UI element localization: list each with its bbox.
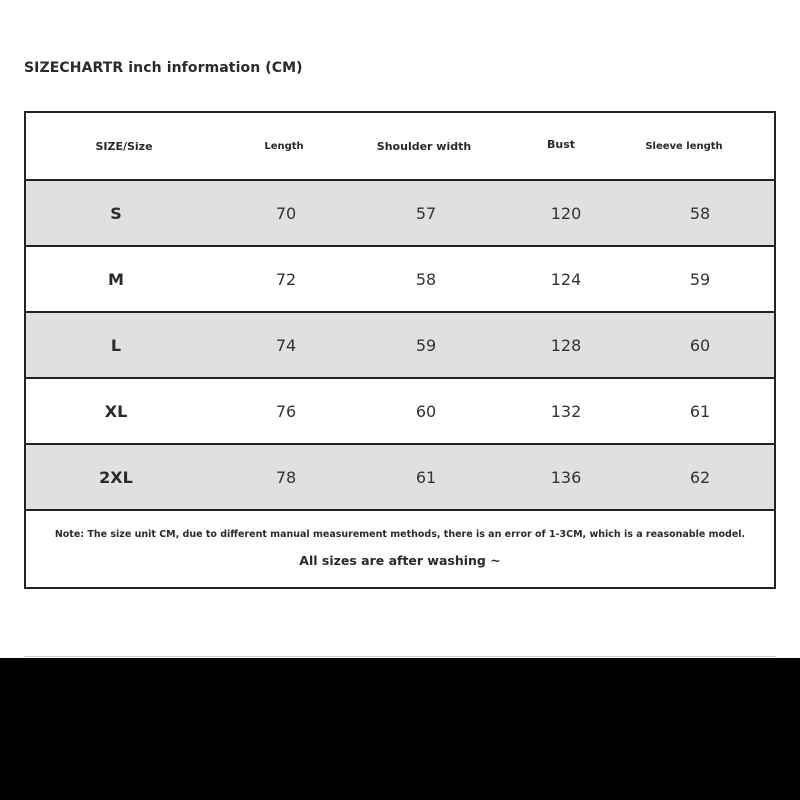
table-row-s: [26, 179, 774, 245]
table-row-m: [26, 245, 774, 311]
cell-length: 70: [275, 203, 297, 223]
cell-shoulder: 58: [415, 269, 437, 289]
table-row-l: [26, 311, 774, 377]
cell-sleeve: 61: [689, 401, 711, 421]
header-size: SIZE/Size: [95, 139, 153, 153]
header-bust: Bust: [546, 137, 576, 151]
table-row-xl: [26, 377, 774, 443]
cell-shoulder: 57: [415, 203, 437, 223]
cell-length: 72: [275, 269, 297, 289]
cell-length: 74: [275, 335, 297, 355]
header-length: Length: [264, 140, 304, 152]
header-shoulder-width: Shoulder width: [376, 139, 472, 153]
cell-bust: 136: [550, 467, 582, 487]
cell-sleeve: 58: [689, 203, 711, 223]
cell-size: S: [110, 203, 122, 223]
chart-title: SIZECHARTR inch information (CM): [24, 60, 303, 76]
cell-sleeve: 59: [689, 269, 711, 289]
cell-bust: 124: [550, 269, 582, 289]
cell-shoulder: 61: [415, 467, 437, 487]
cell-size: L: [110, 335, 122, 355]
table-header-row: [26, 113, 774, 179]
black-footer-band: [0, 658, 800, 800]
cell-bust: 128: [550, 335, 582, 355]
table-row-2xl: [26, 443, 774, 509]
cell-size: XL: [104, 401, 128, 421]
cell-size: M: [108, 269, 124, 289]
cell-shoulder: 60: [415, 401, 437, 421]
size-table: [24, 111, 776, 589]
cell-shoulder: 59: [415, 335, 437, 355]
cell-length: 76: [275, 401, 297, 421]
cell-size: 2XL: [99, 467, 133, 487]
note-section: [26, 509, 774, 589]
measurement-note: Note: The size unit CM, due to different manual measurement methods, there is an error of 1-3CM, which is a reasonable model.: [54, 529, 746, 540]
cell-length: 78: [275, 467, 297, 487]
header-sleeve-length: Sleeve length: [645, 140, 723, 152]
cell-sleeve: 60: [689, 335, 711, 355]
cell-bust: 120: [550, 203, 582, 223]
divider: [24, 656, 776, 657]
washing-note: All sizes are after washing ~: [299, 553, 501, 568]
cell-sleeve: 62: [689, 467, 711, 487]
cell-bust: 132: [550, 401, 582, 421]
